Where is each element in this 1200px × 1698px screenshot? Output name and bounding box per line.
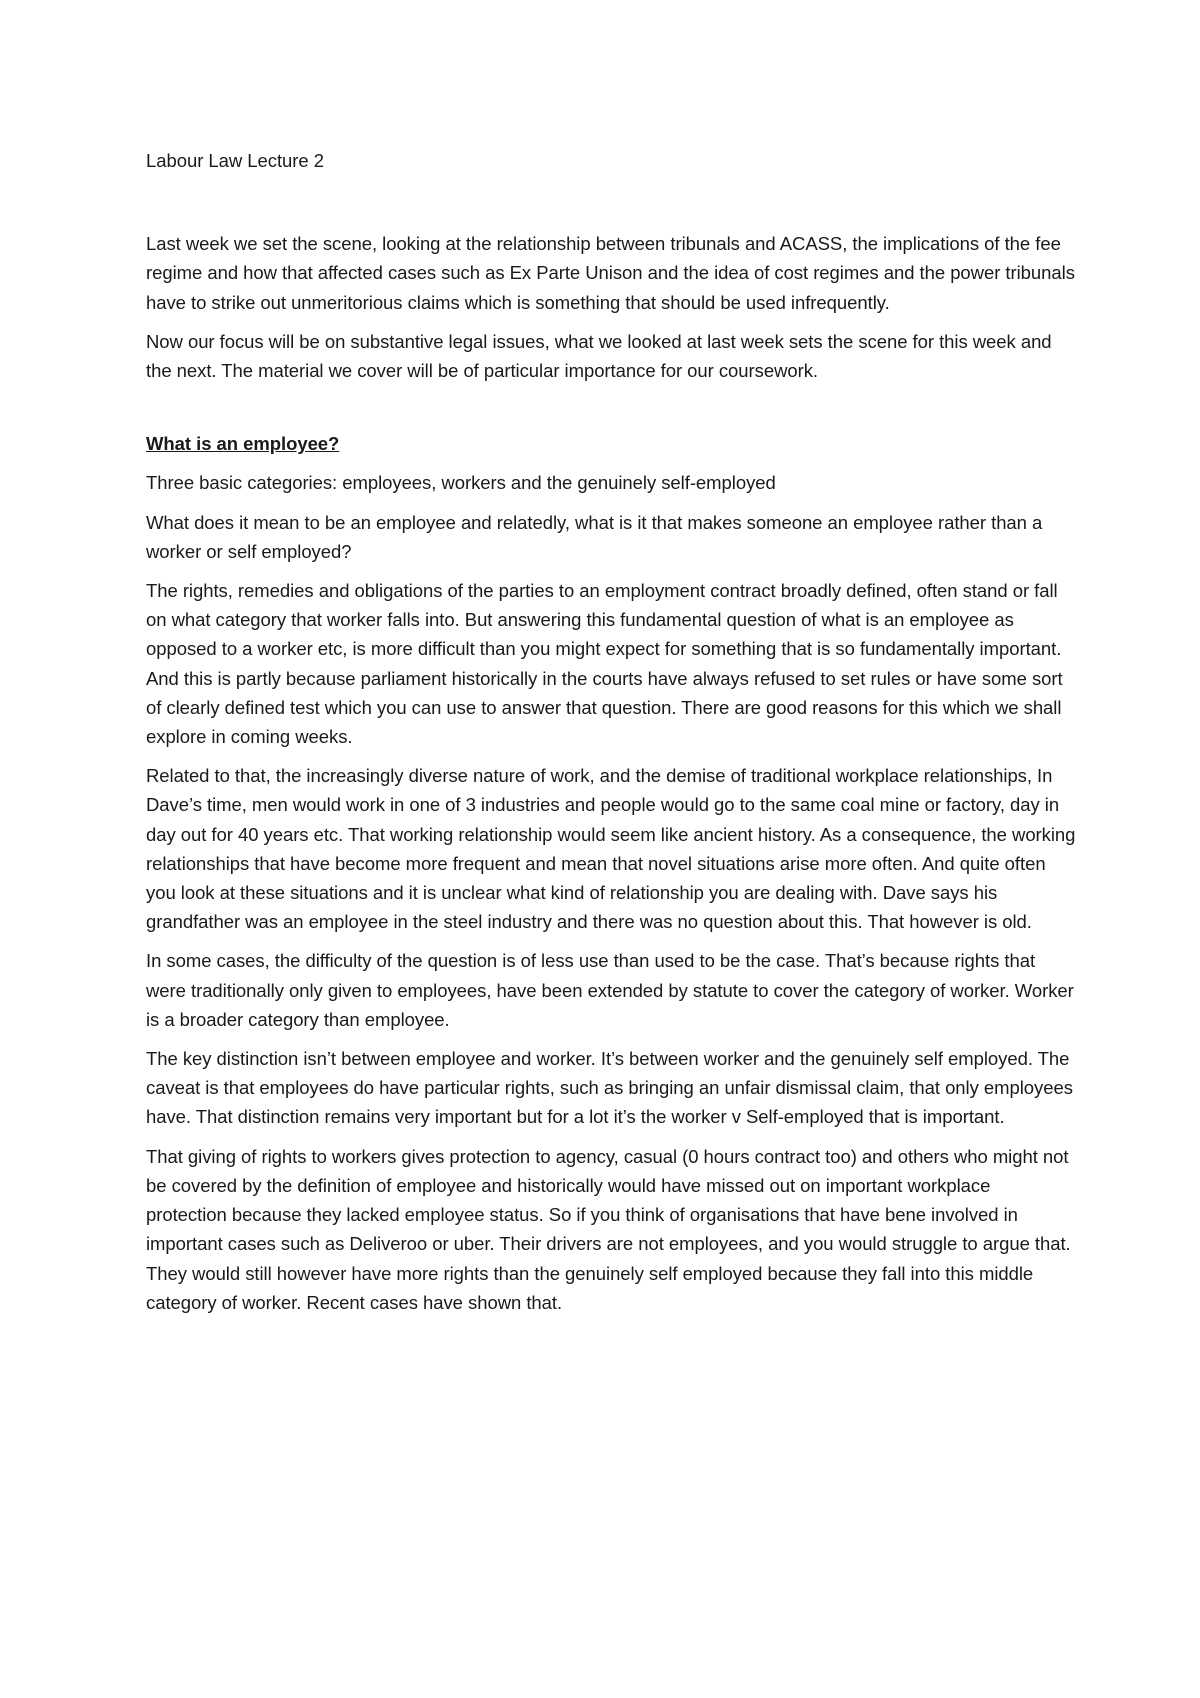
section-paragraph-4: Related to that, the increasingly diverse nature of work, and the demise of traditional workplace relationships, In Dave’s time, men would work in one of 3 industries and people would go to the same coal mine or factory, day in day out for 40 years etc. That working relationship would seem like ancient history. As a consequence, the working relationships that have become more frequent and mean that novel situations arise more often. And quite often you look at these situations and it is unclear what kind of relationship you are dealing with. Dave says his grandfather was an employee in the steel industry and there was no question about this. That however is old. (146, 765, 1076, 933)
section-paragraph-1: Three basic categories: employees, workers and the genuinely self-employed (146, 472, 776, 494)
intro-paragraph-2: Now our focus will be on substantive legal issues, what we looked at last week sets the scene for this week and the next. The material we cover will be of particular importance for our coursework. (146, 330, 1052, 382)
section-paragraph-5: In some cases, the difficulty of the question is of less use than used to be the case. That’s because rights that were traditionally only given to employees, have been extended by statute to cover the category of worker. Worker is a broader category than employee. (146, 950, 1074, 1030)
section-paragraph-6: The key distinction isn’t between employee and worker. It’s between worker and the genuinely self employed. The caveat is that employees do have particular rights, such as bringing an unfair dismissal claim, that only employees have. That distinction remains very important but for a lot it’s the worker v Self-employed that is important. (146, 1048, 1073, 1128)
section-paragraph-7: That giving of rights to workers gives protection to agency, casual (0 hours contract too) and others who might not be covered by the definition of employee and historically would have missed out on important workplace protection because they lacked employee status. So if you think of organisations that have bene involved in important cases such as Deliveroo or uber. Their drivers are not employees, and you would struggle to argue that. They would still however have more rights than the genuinely self employed because they fall into this middle category of worker. Recent cases have shown that. (146, 1145, 1071, 1313)
document-title: Labour Law Lecture 2 (146, 150, 324, 171)
section-paragraph-2: What does it mean to be an employee and relatedly, what is it that makes someone an employee rather than a worker or self employed? (146, 511, 1043, 562)
section-paragraph-3: The rights, remedies and obligations of the parties to an employment contract broadly defined, often stand or fall on what category that worker falls into. But answering this fundamental question of what is an employee as opposed to a worker etc, is more difficult than you might expect for something that is so fundamentally important. And this is partly because parliament historically in the courts have always refused to set rules or have some sort of clearly defined test which you can use to answer that question. There are good reasons for this which we shall explore in coming weeks. (146, 580, 1063, 748)
section-heading: What is an employee? (146, 433, 340, 455)
intro-paragraph-1: Last week we set the scene, looking at the relationship between tribunals and ACASS, the implications of the fee regime and how that affected cases such as Ex Parte Unison and the idea of cost regimes and the power tribunals have to strike out unmeritorious claims which is something that should be used infrequently. (146, 233, 1075, 313)
document-body (146, 146, 1076, 1327)
